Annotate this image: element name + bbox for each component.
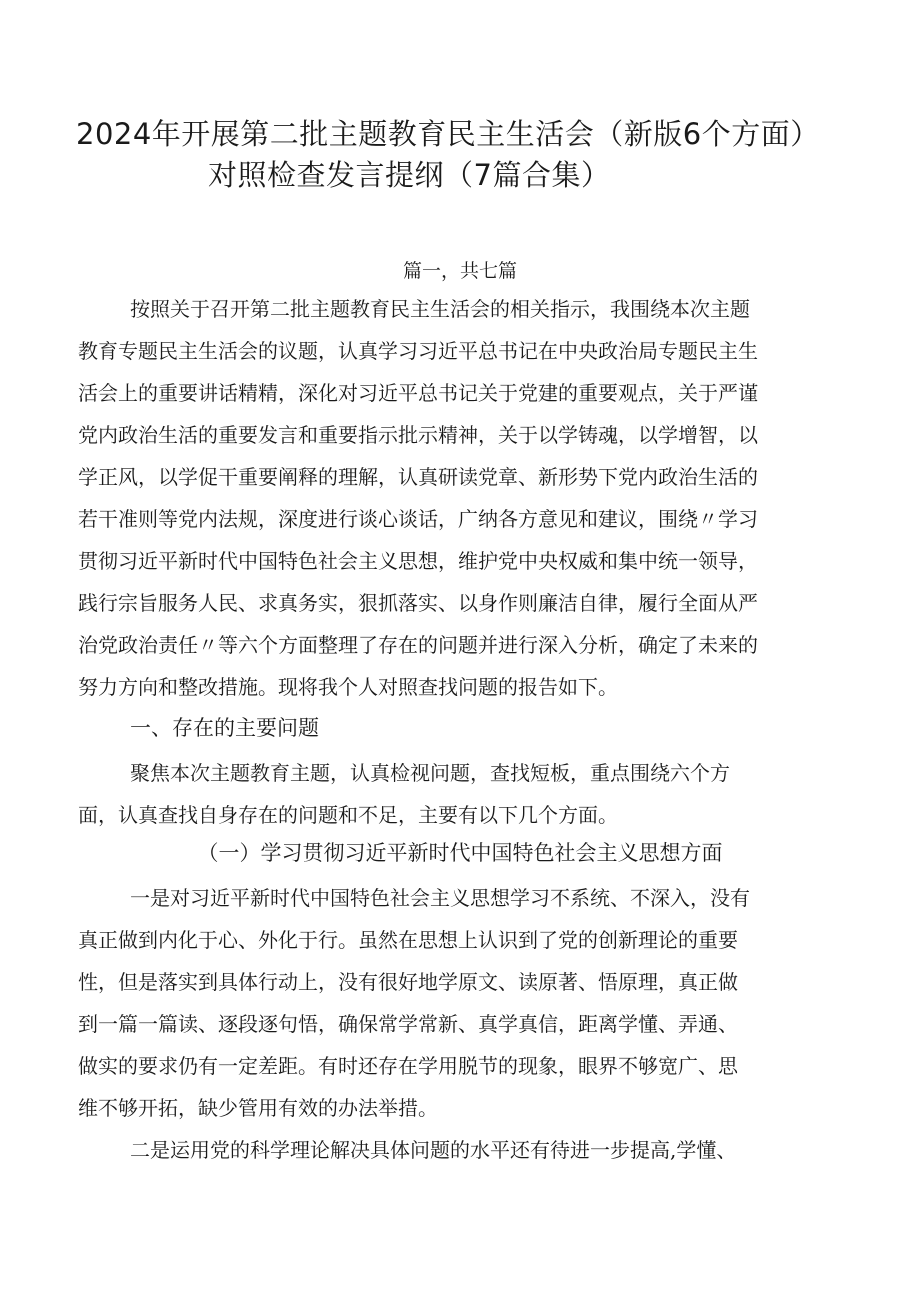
paragraph-line: 做实的要求仍有一定差距。有时还存在学用脱节的现象，眼界不够宽广、思	[78, 1054, 738, 1078]
section-label: 篇一，共七篇	[402, 260, 517, 282]
paragraph-line: 维不够开拓，缺少管用有效的办法举措。	[78, 1096, 438, 1120]
paragraph-line: 性，但是落实到具体行动上，没有很好地学原文、读原著、悟原理，真正做	[78, 970, 738, 994]
document-title-line-2: 对照检查发言提纲（7篇合集）	[208, 158, 611, 192]
paragraph-point-one	[78, 877, 858, 1129]
heading-main-problems: 一、存在的主要问题	[130, 716, 319, 740]
paragraph-line: 学正风，以学促干重要阐释的理解，认真研读党章、新形势下党内政治生活的	[78, 465, 758, 489]
paragraph-line: 一是对习近平新时代中国特色社会主义思想学习不系统、不深入，没有	[130, 886, 750, 910]
paragraph-line: 贯彻习近平新时代中国特色社会主义思想，维护党中央权威和集中统一领导，	[78, 549, 758, 573]
paragraph-line: 努力方向和整改措施。现将我个人对照查找问题的报告如下。	[78, 675, 618, 699]
document-title-line-1: 2024年开展第二批主题教育民主生活会（新版6个方面）	[76, 117, 820, 151]
paragraph-line: 活会上的重要讲话精精，深化对习近平总书记关于党建的重要观点，关于严谨	[78, 381, 758, 405]
paragraph-line: 到一篇一篇读、逐段逐句悟，确保常学常新、真学真信，距离学懂、弄通、	[78, 1012, 738, 1036]
paragraph-line: 践行宗旨服务人民、求真务实，狠抓落实、以身作则廉洁自律，履行全面从严	[78, 591, 758, 615]
subheading-study: （一）学习贯彻习近平新时代中国特色社会主义思想方面	[197, 841, 723, 865]
paragraph-line: 教育专题民主生活会的议题，认真学习习近平总书记在中央政治局专题民主生	[78, 339, 758, 363]
paragraph-line: 按照关于召开第二批主题教育民主生活会的相关指示，我围绕本次主题	[130, 297, 750, 321]
paragraph-point-two	[78, 1129, 858, 1171]
paragraph-line: 面，认真查找自身存在的问题和不足，主要有以下几个方面。	[78, 803, 618, 827]
paragraph-line: 二是运用党的科学理论解决具体问题的水平还有待进一步提高,学懂、	[130, 1138, 737, 1162]
paragraph-line: 党内政治生活的重要发言和重要指示批示精神，关于以学铸魂，以学增智，以	[78, 423, 758, 447]
paragraph-line: 真正做到内化于心、外化于行。虽然在思想上认识到了党的创新理论的重要	[78, 928, 738, 952]
paragraph-line: 聚焦本次主题教育主题，认真检视问题，查找短板，重点围绕六个方	[130, 761, 730, 785]
paragraph-intro	[78, 288, 858, 708]
paragraph-focus	[78, 752, 858, 836]
paragraph-line: 若干准则等党内法规，深度进行谈心谈话，广纳各方意见和建议，围绕〃学习	[78, 507, 758, 531]
paragraph-line: 治党政治责任〃等六个方面整理了存在的问题并进行深入分析，确定了未来的	[78, 633, 758, 657]
